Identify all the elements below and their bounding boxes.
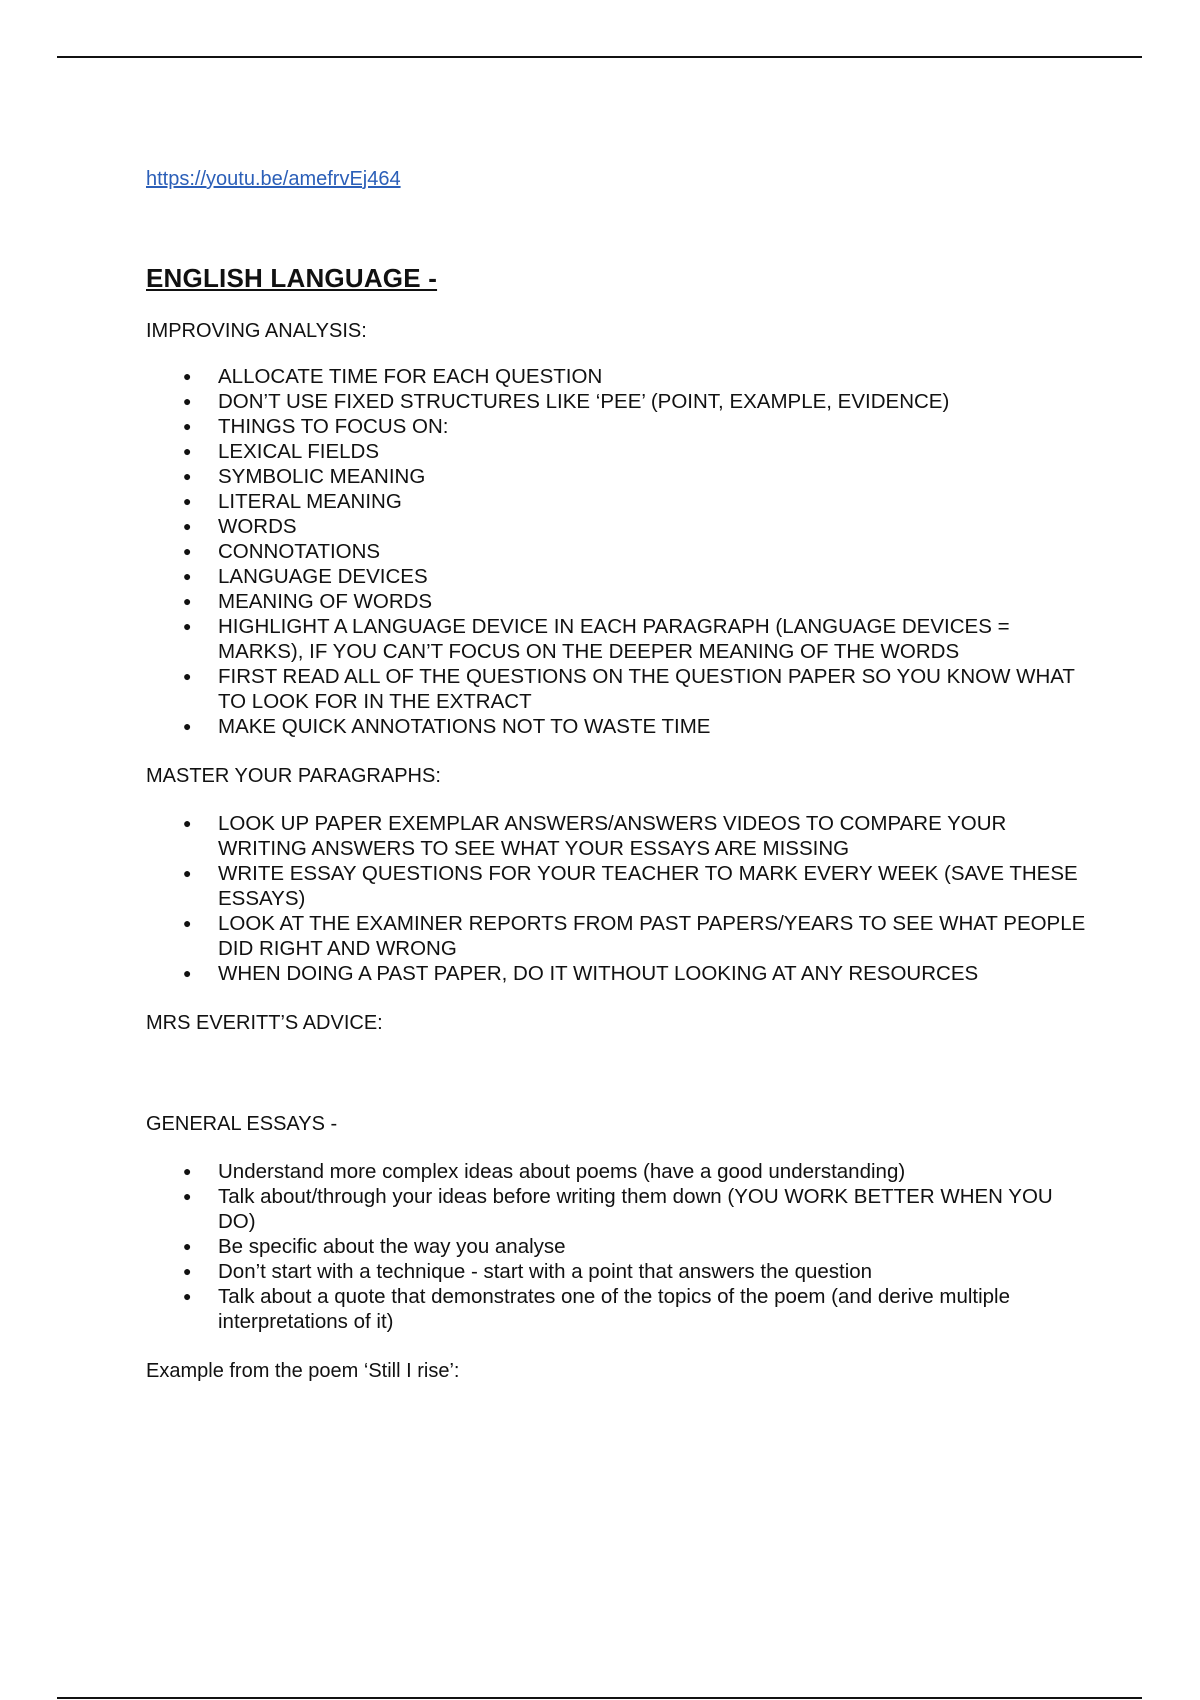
- list-item: ● Don’t start with a technique - start with a point that answers the question: [218, 1259, 1086, 1284]
- list-item: ● WRITE ESSAY QUESTIONS FOR YOUR TEACHER TO MARK EVERY WEEK (SAVE THESE ESSAYS): [218, 861, 1086, 911]
- list-item: ● Talk about/through your ideas before writing them down (YOU WORK BETTER WHEN YOU DO): [218, 1184, 1086, 1234]
- improving-analysis-heading: IMPROVING ANALYSIS:: [146, 320, 367, 342]
- list-item: ● THINGS TO FOCUS ON:: [218, 414, 1086, 439]
- list-item: ● MEANING OF WORDS: [218, 589, 1086, 614]
- list-item: ● Understand more complex ideas about poems (have a good understanding): [218, 1159, 1086, 1184]
- list-item: ● SYMBOLIC MEANING: [218, 464, 1086, 489]
- list-item: ● FIRST READ ALL OF THE QUESTIONS ON THE QUESTION PAPER SO YOU KNOW WHAT TO LOOK FOR IN THE EXTRACT: [218, 664, 1086, 714]
- list-item: ● LANGUAGE DEVICES: [218, 564, 1086, 589]
- list-item: ● LITERAL MEANING: [218, 489, 1086, 514]
- list-item: ● CONNOTATIONS: [218, 539, 1086, 564]
- list-item: ● MAKE QUICK ANNOTATIONS NOT TO WASTE TIME: [218, 714, 1086, 739]
- list-item: ● DON’T USE FIXED STRUCTURES LIKE ‘PEE’ (POINT, EXAMPLE, EVIDENCE): [218, 389, 1086, 414]
- general-essays-list: [146, 1159, 1086, 1334]
- list-item: ● LOOK UP PAPER EXEMPLAR ANSWERS/ANSWERS VIDEOS TO COMPARE YOUR WRITING ANSWERS TO SEE WHAT YOUR ESSAYS ARE MISSING: [218, 811, 1086, 861]
- top-divider: [57, 56, 1142, 58]
- list-item: ● Talk about a quote that demonstrates one of the topics of the poem (and derive multiple interpretations of it): [218, 1284, 1086, 1334]
- example-heading: Example from the poem ‘Still I rise’:: [146, 1360, 460, 1382]
- page-title: ENGLISH LANGUAGE -: [146, 263, 438, 293]
- list-item: ● WHEN DOING A PAST PAPER, DO IT WITHOUT LOOKING AT ANY RESOURCES: [218, 961, 1086, 986]
- master-paragraphs-heading: MASTER YOUR PARAGRAPHS:: [146, 765, 441, 787]
- list-item: ● LEXICAL FIELDS: [218, 439, 1086, 464]
- list-item: ● LOOK AT THE EXAMINER REPORTS FROM PAST PAPERS/YEARS TO SEE WHAT PEOPLE DID RIGHT AND WRONG: [218, 911, 1086, 961]
- list-item: ● WORDS: [218, 514, 1086, 539]
- list-item: ● ALLOCATE TIME FOR EACH QUESTION: [218, 364, 1086, 389]
- bottom-divider: [57, 1697, 1142, 1699]
- general-essays-heading: GENERAL ESSAYS -: [146, 1113, 338, 1135]
- youtube-link[interactable]: https://youtu.be/amefrvEj464: [146, 168, 401, 190]
- document-body: [146, 168, 1086, 1384]
- advice-heading: MRS EVERITT’S ADVICE:: [146, 1012, 383, 1034]
- improving-analysis-list: [146, 364, 1086, 739]
- master-paragraphs-list: [146, 811, 1086, 986]
- list-item: ● HIGHLIGHT A LANGUAGE DEVICE IN EACH PARAGRAPH (LANGUAGE DEVICES = MARKS), IF YOU CAN’T FOCUS ON THE DEEPER MEANING OF THE WORDS: [218, 614, 1086, 664]
- list-item: ● Be specific about the way you analyse: [218, 1234, 1086, 1259]
